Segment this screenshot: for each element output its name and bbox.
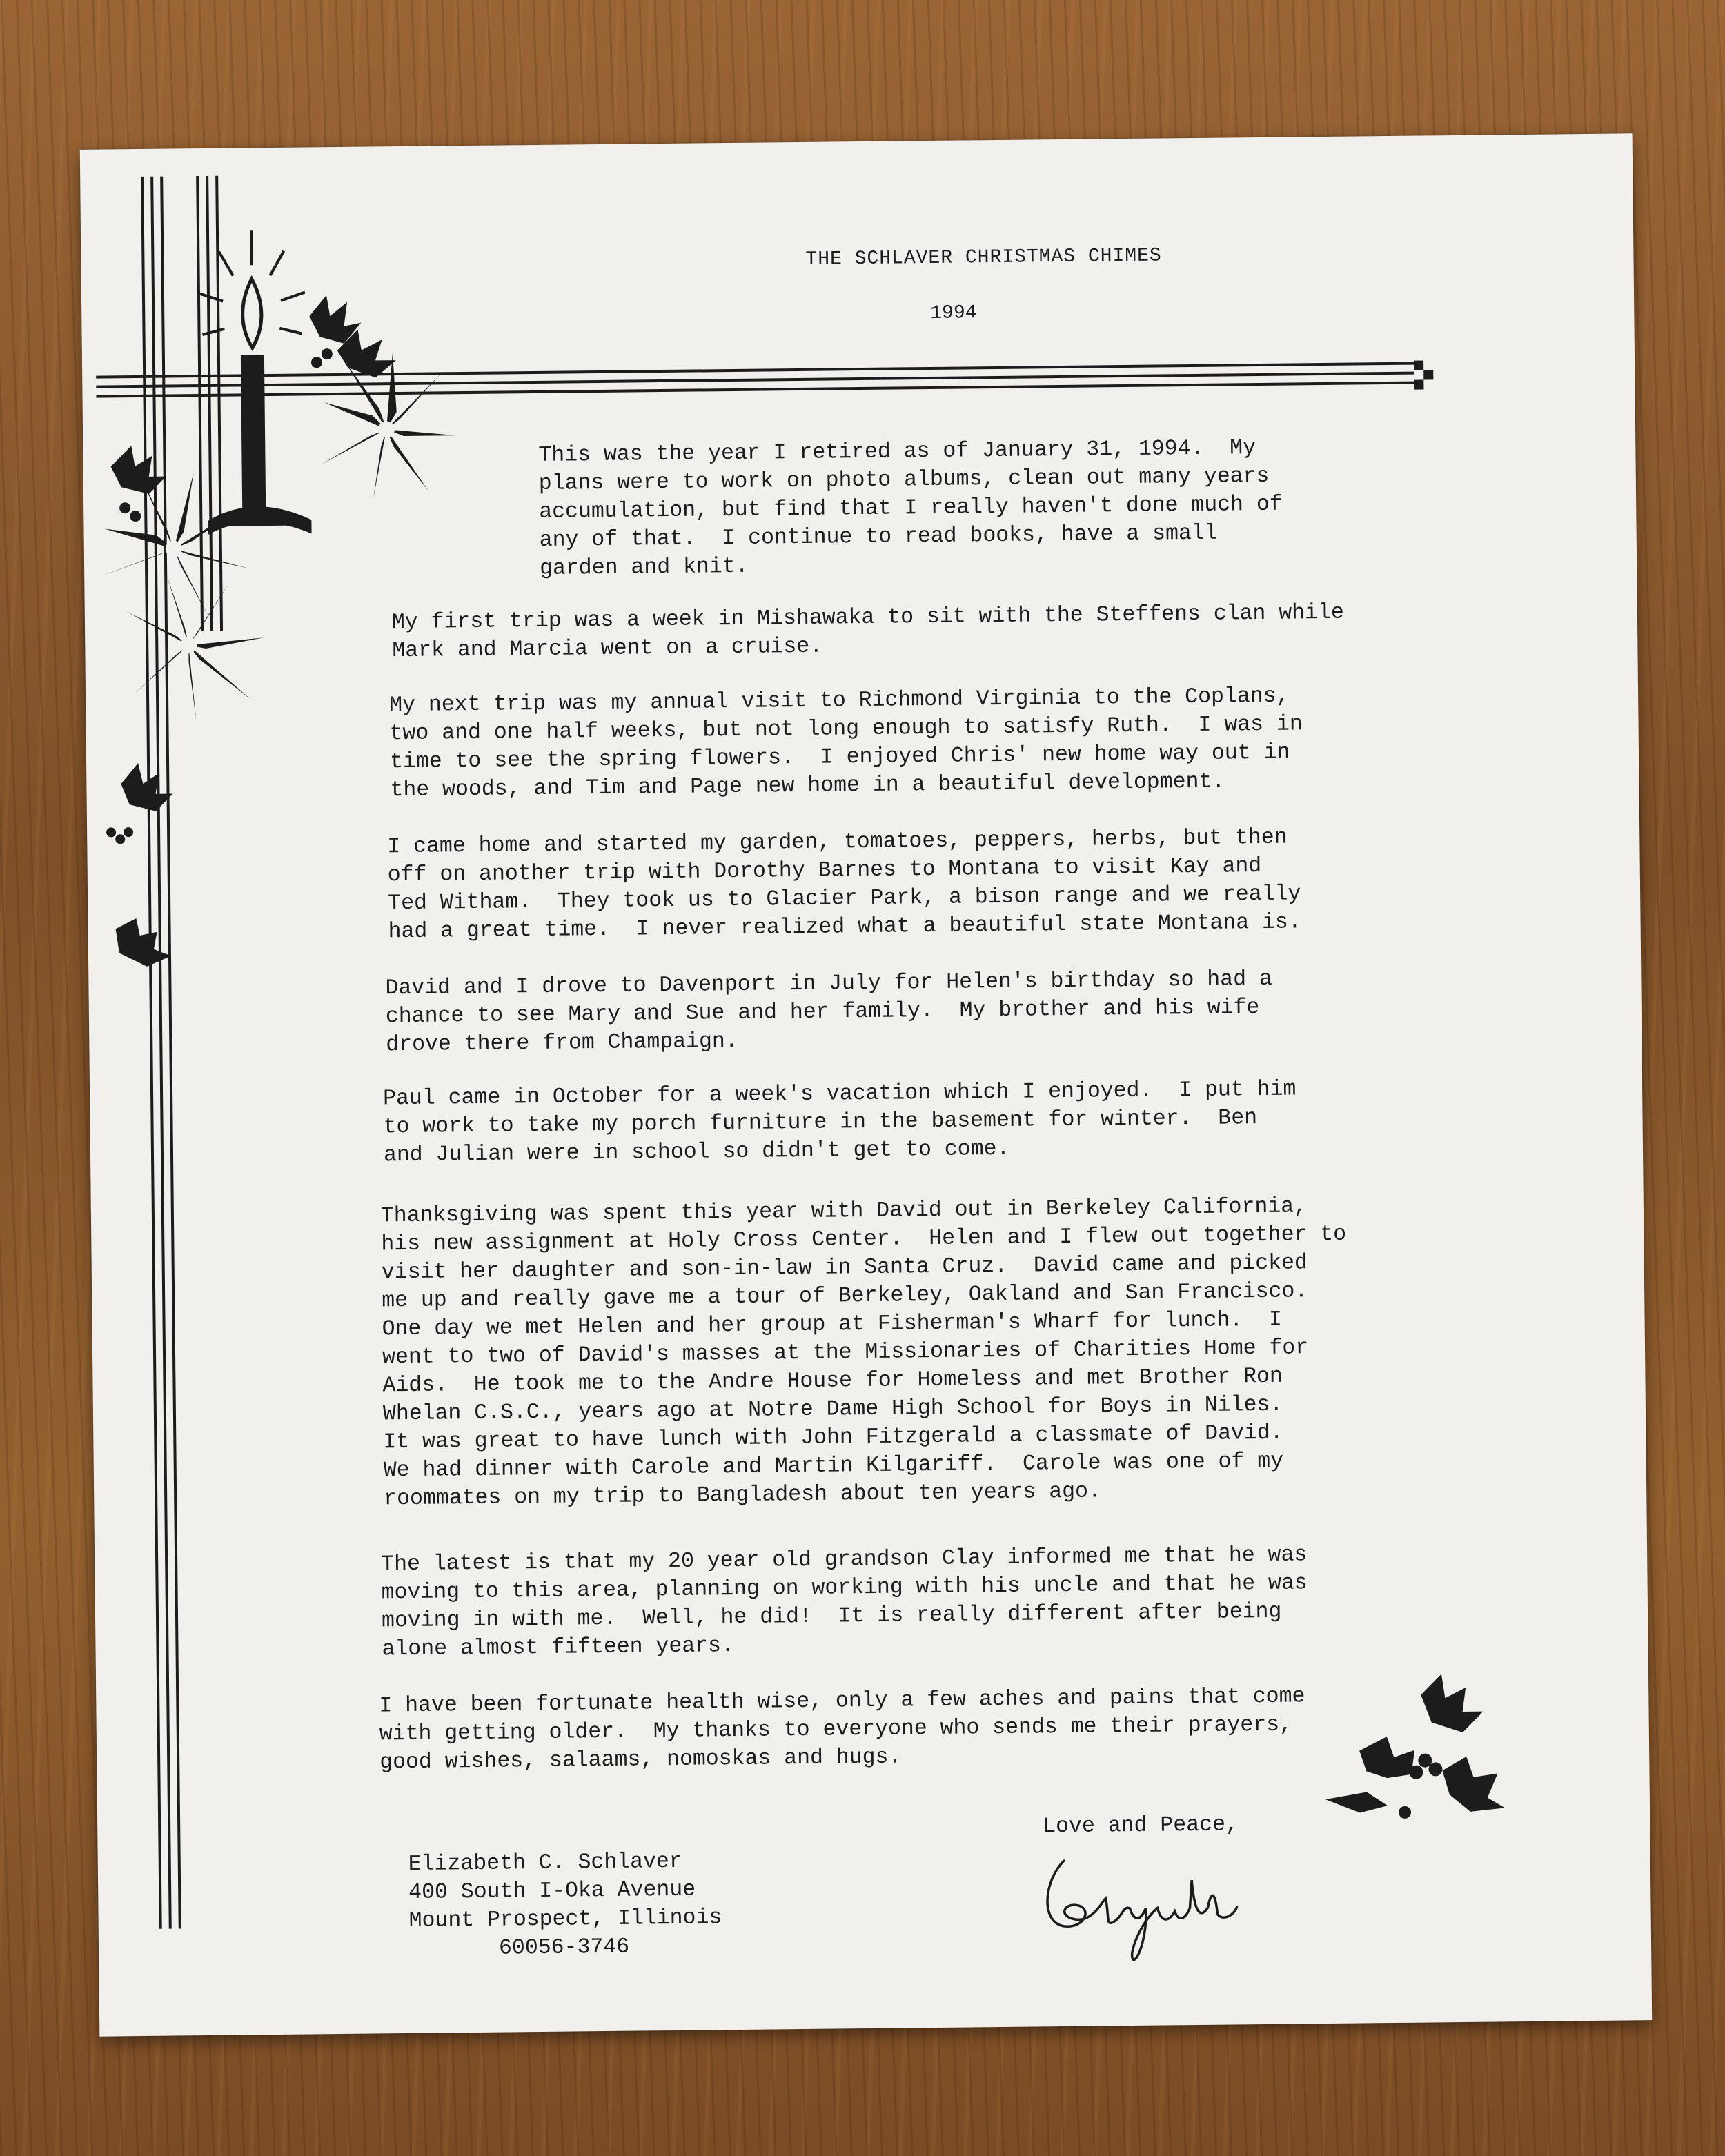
paragraph-1: This was the year I retired as of January 31, 1994. My plans were to work on photo albums, clean out many years accumulation, but find that I really haven't done much of any of that. I continue to read books, have a small garden and knit. <box>538 436 1283 581</box>
handwritten-signature <box>1036 1838 1244 1971</box>
letter-title: THE SCHLAVER CHRISTMAS CHIMES <box>805 245 1162 270</box>
sender-city: Mount Prospect, Illinois <box>408 1906 722 1934</box>
paragraph-7: Thanksgiving was spent this year with David out in Berkeley California, his new assignment at Holy Cross Center. Helen and I flew out together to visit her daughter and son-in-law in Santa Cruz. David came and picked me up and really gave me a tour of Berkeley, Oakland and San Francisco. One day we met Helen and her group at Fisherman's Wharf for lunch. I went to two of David's masses at the Missionaries of Charities Home for Aids. He took me to the Andre House for Homeless and met Brother Ron Whelan C.S.C., years ago at Notre Dame High School for Boys in Niles. It was great to have lunch with John Fitzgerald a classmate of David. We had dinner with Carole and Martin Kilgariff. Carole was one of my roommates on my trip to Bangladesh about ten years ago. <box>380 1194 1347 1512</box>
paragraph-4: I came home and started my garden, tomatoes, peppers, herbs, but then off on another trip with Dorothy Barnes to Montana to visit Kay and Ted Witham. They took us to Glacier Park, a bison range and we really had a great time. I never realized what a beautiful state Montana is. <box>387 825 1301 945</box>
letter-page <box>80 133 1653 2036</box>
paragraph-8: The latest is that my 20 year old grandson Clay informed me that he was moving to this area, planning on working with his uncle and that he was moving in with me. Well, he did! It is really different after being alone almost fifteen years. <box>381 1543 1308 1662</box>
border-corner-ornament <box>1414 360 1433 389</box>
paragraph-3: My next trip was my annual visit to Richmond Virginia to the Coplans, two and one half weeks, but not long enough to satisfy Ruth. I was in time to see the spring flowers. I enjoyed Chris' new home way out in the woods, and Tim and Page new home in a beautiful development. <box>389 684 1303 803</box>
letter-year: 1994 <box>930 302 977 324</box>
border-vertical-lines <box>142 176 235 1929</box>
paragraph-5: David and I drove to Davenport in July for Helen's birthday so had a chance to see Mary and Sue and her family. My brother and his wife drove there from Champaign. <box>385 967 1273 1058</box>
border-horizontal-lines <box>96 364 1414 397</box>
paragraph-2: My first trip was a week in Mishawaka to sit with the Steffens clan while Mark and Marcia went on a cruise. <box>391 600 1344 664</box>
sender-address <box>408 1847 722 1964</box>
sender-zip: 60056-3746 <box>498 1935 630 1961</box>
sender-name: Elizabeth C. Schlaver <box>408 1849 682 1877</box>
paragraph-9: I have been fortunate health wise, only a few aches and pains that come with getting older. My thanks to everyone who sends me their prayers, good wishes, salaams, nomoskas and hugs. <box>379 1684 1305 1775</box>
poinsettia-icon <box>96 353 459 722</box>
paragraph-6: Paul came in October for a week's vacation which I enjoyed. I put him to work to take my porch furniture in the basement for winter. Ben and Julian were in school so didn't get to come. <box>382 1077 1297 1168</box>
closing-line: Love and Peace, <box>1043 1812 1239 1839</box>
sender-street: 400 South I-Oka Avenue <box>408 1877 696 1906</box>
candle-icon <box>198 230 312 535</box>
